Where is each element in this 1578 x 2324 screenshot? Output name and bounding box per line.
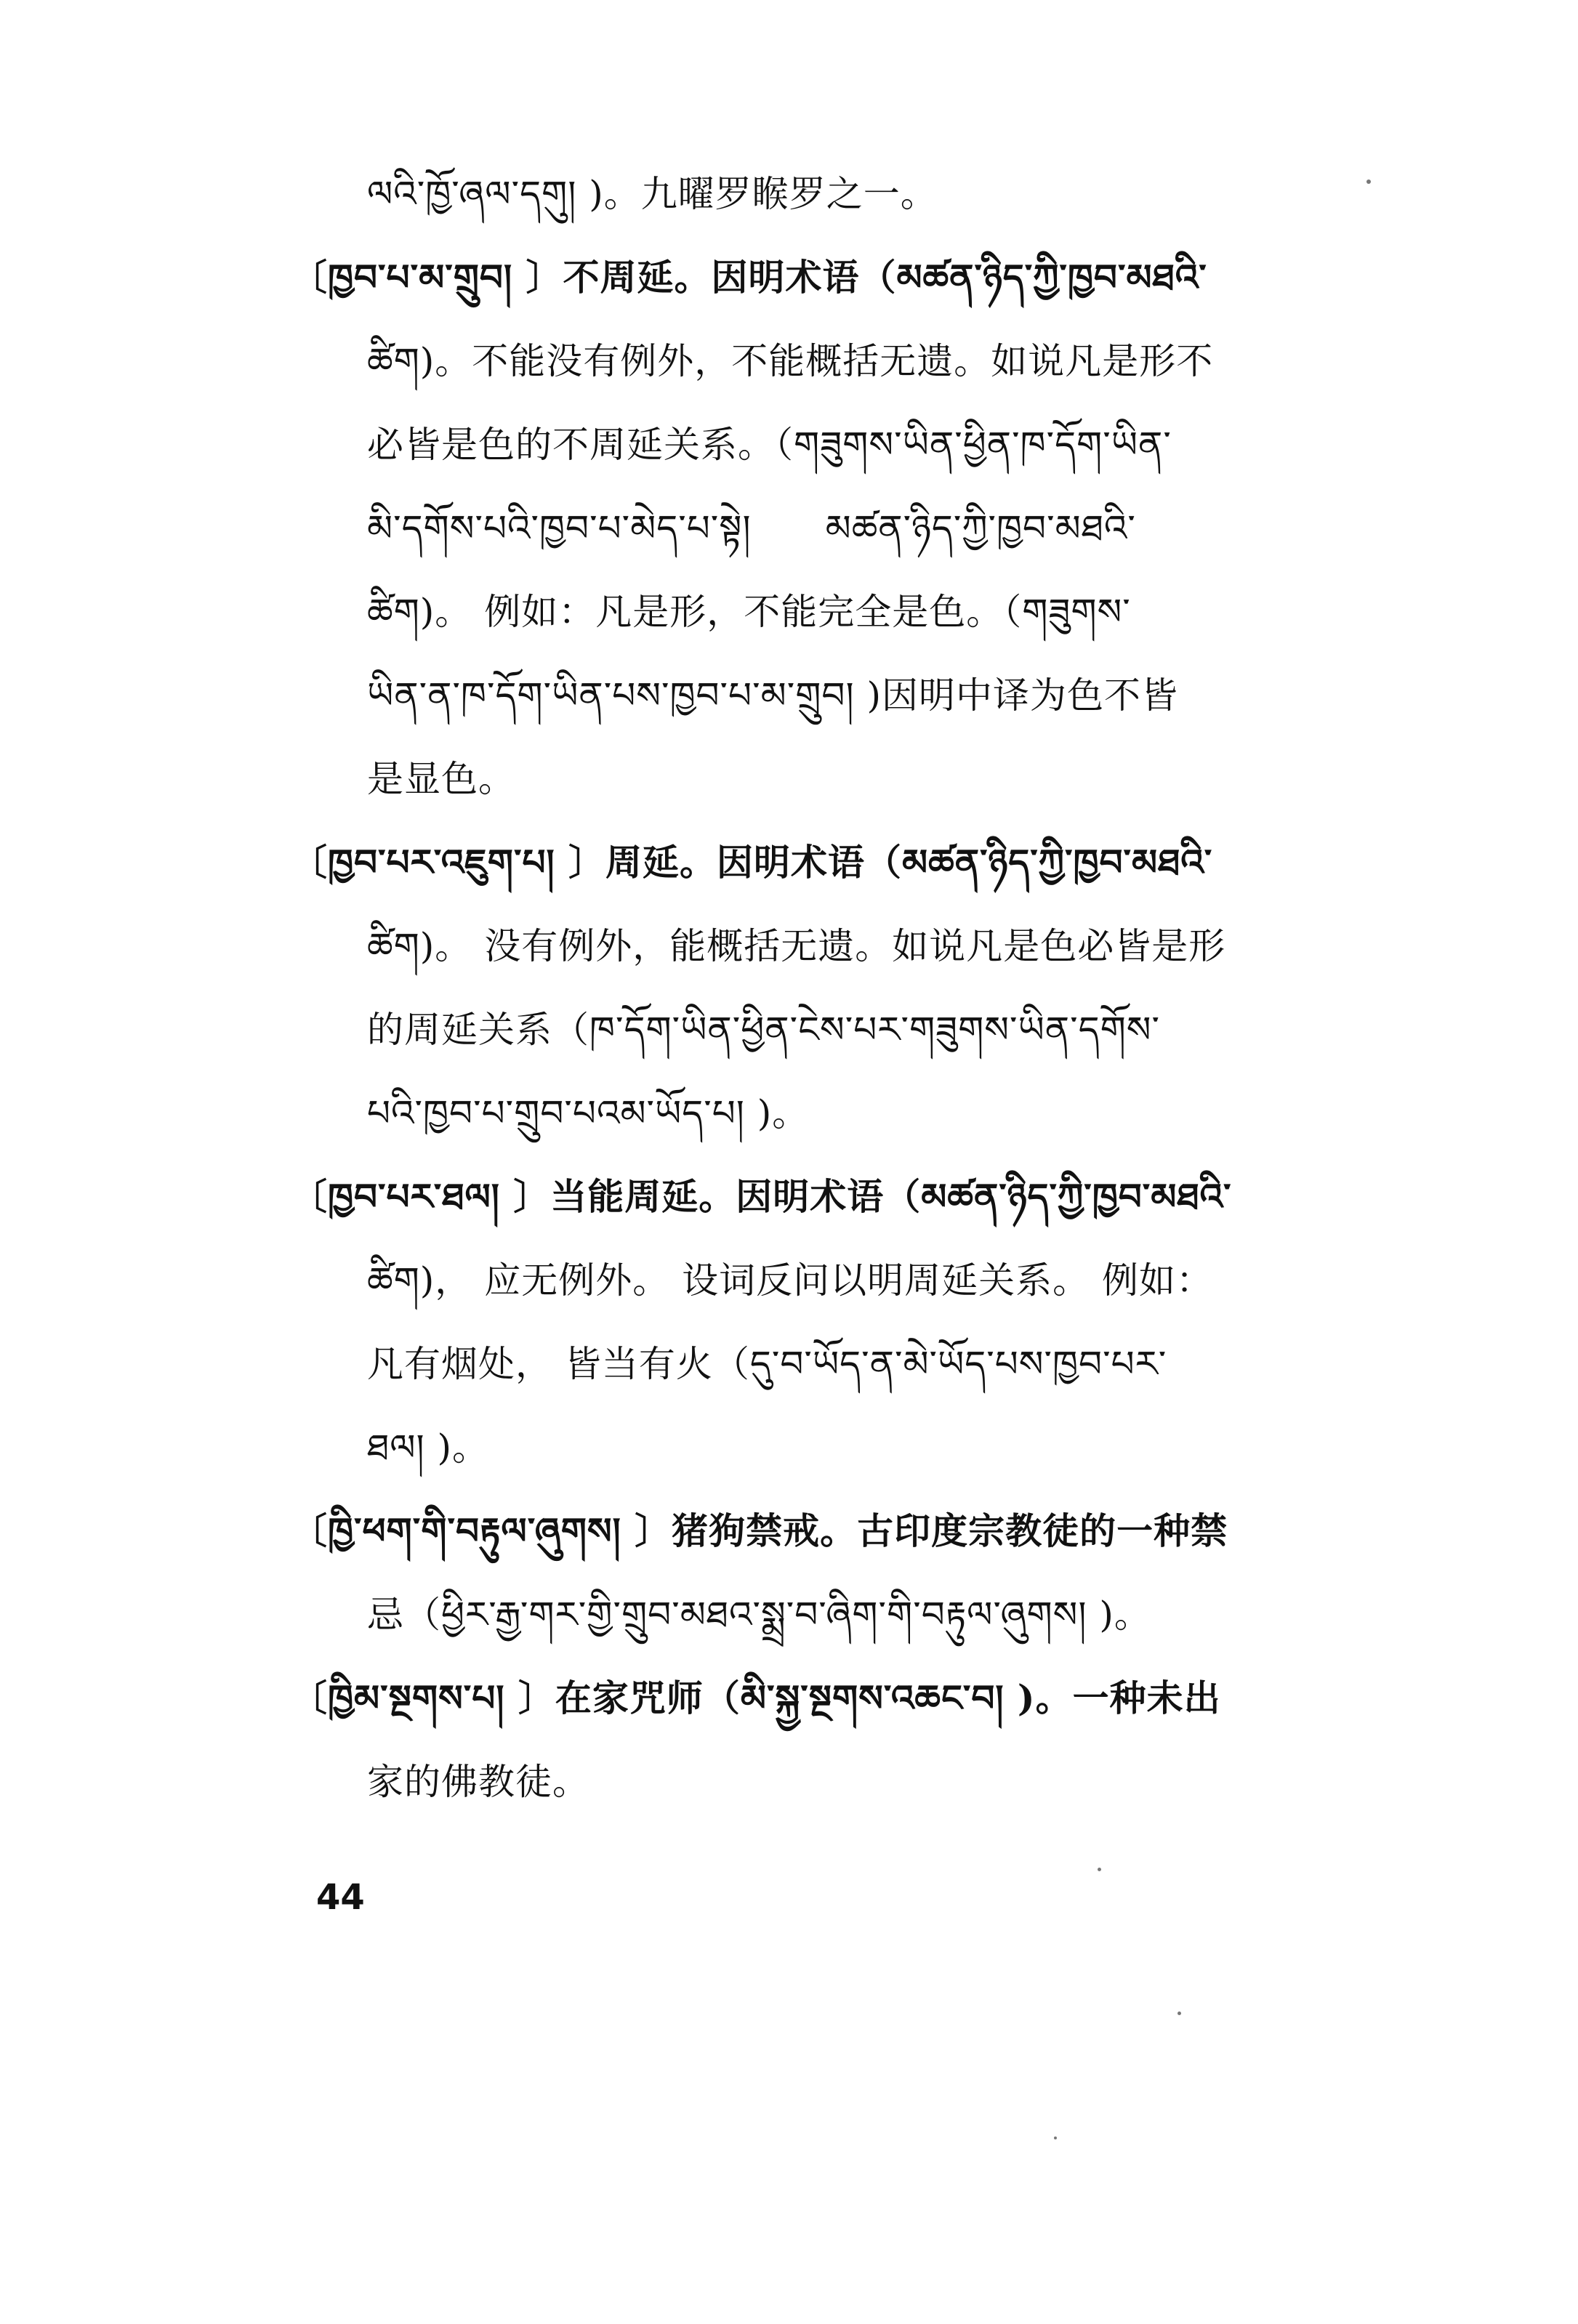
scan-speck [1098,1868,1101,1871]
entry-headword-line: 〔ཁྱབ་པ་མ་གྲུབ། 〕不周延。因明术语（མཚན་ཉིད་ཀྱི་ཁྱབ་མཐའི་ [291,256,1207,299]
text-line: 凡有烟处， 皆当有火（དུ་བ་ཡོད་ན་མེ་ཡོད་པས་ཁྱབ་པར་ [367,1343,1167,1385]
scan-speck [1366,179,1371,184]
entry-headword-line: 〔ཁྱབ་པར་འཇུག་པ། 〕周延。因明术语（མཚན་ཉིད་ཀྱི་ཁྱབ་མཐའི་ [291,841,1213,884]
text-line: ལའི་ཁྱོ་ཞལ་དགུ། )。九曜罗睺罗之一。 [367,173,938,215]
text-line: ཚིག)。 没有例外，能概括无遗。如说凡是色必皆是形 [367,925,1226,967]
text-line: 家的佛教徒。 [367,1761,589,1803]
page-number: 44 [316,1877,365,1918]
text-line: ཚིག)。不能没有例外，不能概括无遗。如说凡是形不 [367,340,1214,382]
text-line: ཚིག)。 例如：凡是形，不能完全是色。（གཟུགས་ [367,591,1131,633]
text-line: 的周延关系（ཁ་དོག་ཡིན་ཕྱིན་ངེས་པར་གཟུགས་ཡིན་དགོས་ [367,1009,1161,1051]
scan-speck [1054,2137,1057,2139]
entry-headword-line: 〔ཁྱིམ་སྔགས་པ། 〕在家咒师（མི་སྐྱ་སྔགས་འཆང་བ། )。一种未出 [291,1677,1221,1719]
text-line: 是显色。 [367,758,515,800]
text-line: མི་དགོས་པའི་ཁྱབ་པ་མེད་པ་སྟེ། མཚན་ཉིད་ཀྱི་ཁྱབ་མཐའི་ [367,507,1136,549]
entry-headword-line: 〔ཁྱབ་པར་ཐལ། 〕当能周延。因明术语（མཚན་ཉིད་ཀྱི་ཁྱབ་མཐའི་ [291,1175,1232,1218]
text-line: ཡིན་ན་ཁ་དོག་ཡིན་པས་ཁྱབ་པ་མ་གྲུབ། )因明中译为色不皆 [367,674,1178,717]
text-line: 必皆是色的不周延关系。（གཟུགས་ཡིན་ཕྱིན་ཁ་དོག་ཡིན་ [367,424,1172,466]
text-line: ཐལ། )。 [367,1427,490,1469]
entry-headword-line: 〔ཁྱི་ཕག་གི་བརྟུལ་ཞུགས། 〕猪狗禁戒。古印度宗教徒的一种禁 [291,1509,1228,1552]
text-line: ཚིག)， 应无例外。 设词反问以明周延关系。 例如： [367,1259,1213,1302]
scan-speck [1178,2012,1181,2015]
text-line: 忌（ཕྱིར་རྒྱ་གར་གྱི་གྲུབ་མཐའ་སྨྲ་བ་ཞིག་གི་བརྟུལ་ཞུགས། )。 [367,1594,1151,1636]
text-line: པའི་ཁྱབ་པ་གྲུབ་པའམ་ཡོད་པ། )。 [367,1092,810,1134]
